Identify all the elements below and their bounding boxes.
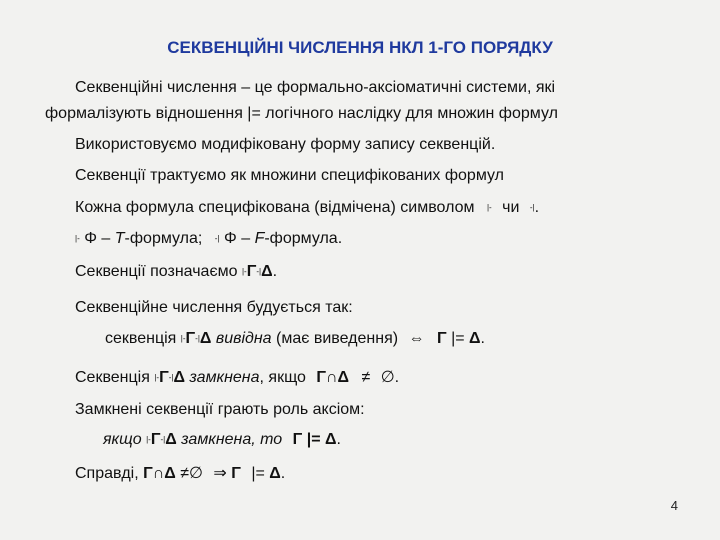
f-spec-symbol: -|	[195, 334, 200, 343]
delta-symbol: Δ	[164, 465, 176, 482]
text-line-5	[75, 198, 539, 218]
t-spec-symbol: |-	[486, 203, 492, 212]
gamma-symbol: Γ	[150, 431, 161, 449]
delta-symbol: Δ	[469, 330, 481, 348]
period: .	[336, 431, 341, 449]
text: Справді,	[75, 465, 139, 482]
intersection-symbol: ∩	[152, 465, 165, 482]
gamma-symbol: Γ	[316, 369, 327, 387]
period: .	[534, 199, 540, 217]
gamma-symbol: Γ	[143, 465, 153, 482]
text-line-8: Секвенційне числення будується так:	[75, 299, 353, 316]
not-equal-symbol: ≠	[180, 465, 189, 482]
text-line-9	[105, 329, 485, 349]
f-letter: F	[254, 230, 265, 248]
text: Φ –	[224, 230, 251, 248]
empty-set-symbol: ∅	[188, 465, 203, 482]
text: Секвенція	[75, 369, 150, 387]
text-line-4: Секвенції трактуємо як множини специфікованих формул	[75, 167, 504, 184]
intersection-symbol: ∩	[326, 369, 338, 387]
text: Секвенції позначаємо	[75, 263, 238, 281]
gamma-symbol: Γ	[231, 465, 241, 482]
text: Φ –	[84, 230, 111, 248]
text-line-6	[75, 229, 342, 249]
text-line-10	[75, 368, 399, 388]
entails-symbol: |=	[251, 465, 265, 482]
text: Кожна формула специфікована (відмічена) символом	[75, 199, 475, 217]
f-spec-symbol: -|	[529, 203, 535, 212]
text: -формула;	[124, 230, 203, 248]
gamma-symbol: Γ	[292, 431, 303, 449]
entails-symbol: |=	[306, 431, 321, 449]
period: .	[480, 330, 485, 348]
gamma-symbol: Γ	[246, 263, 257, 281]
delta-symbol: Δ	[165, 431, 177, 449]
text: замкнена	[189, 369, 260, 387]
implies-symbol: ⇒	[213, 465, 227, 482]
delta-symbol: Δ	[269, 465, 281, 482]
period: .	[272, 263, 278, 281]
text: чи	[502, 199, 520, 217]
text-line-3: Використовуємо модифіковану форму запису секвенцій.	[75, 136, 496, 153]
delta-symbol: Δ	[325, 431, 337, 449]
delta-symbol: Δ	[173, 369, 185, 387]
gamma-symbol: Γ	[159, 369, 169, 387]
text-line-1: Секвенційні числення – це формально-аксіоматичні системи, які	[75, 79, 556, 96]
text: (має виведення)	[276, 330, 399, 348]
gamma-symbol: Γ	[436, 330, 447, 348]
t-spec-symbol: |-	[75, 234, 80, 243]
page-number: 4	[670, 498, 678, 513]
text: секвенція	[105, 330, 177, 348]
text: замкнена, то	[181, 431, 283, 449]
text-line-7	[75, 262, 277, 282]
text-line-13	[75, 464, 285, 484]
delta-symbol: Δ	[337, 369, 350, 387]
f-spec-symbol: -|	[160, 435, 166, 444]
period: .	[280, 465, 286, 482]
text-line-11: Замкнені секвенції грають роль аксіом:	[75, 401, 365, 418]
text: якщо	[103, 431, 142, 449]
f-spec-symbol: -|	[214, 234, 220, 243]
text: вивідна	[215, 330, 272, 348]
delta-symbol: Δ	[261, 263, 273, 281]
t-spec-symbol: |-	[241, 267, 247, 276]
slide-title: СЕКВЕНЦІЙНІ ЧИСЛЕННЯ НКЛ 1-ГО ПОРЯДКУ	[167, 38, 553, 57]
text: , якщо	[259, 369, 306, 387]
text-line-2: формалізують відношення |= логічного наслідку для множин формул	[45, 105, 558, 122]
f-spec-symbol: -|	[168, 373, 174, 382]
empty-set-symbol: ∅	[380, 369, 395, 387]
t-spec-symbol: |-	[146, 435, 151, 444]
iff-symbol: ⇔	[408, 330, 425, 348]
entails-symbol: |=	[451, 330, 465, 348]
period: .	[394, 369, 400, 387]
text-line-12	[103, 430, 341, 450]
t-spec-symbol: |-	[154, 373, 160, 382]
delta-symbol: Δ	[199, 330, 212, 348]
t-spec-symbol: |-	[180, 334, 186, 343]
gamma-symbol: Γ	[185, 330, 196, 348]
text: -формула.	[264, 230, 343, 248]
f-spec-symbol: -|	[256, 267, 262, 276]
t-letter: T	[114, 230, 125, 248]
not-equal-symbol: ≠	[361, 369, 371, 387]
